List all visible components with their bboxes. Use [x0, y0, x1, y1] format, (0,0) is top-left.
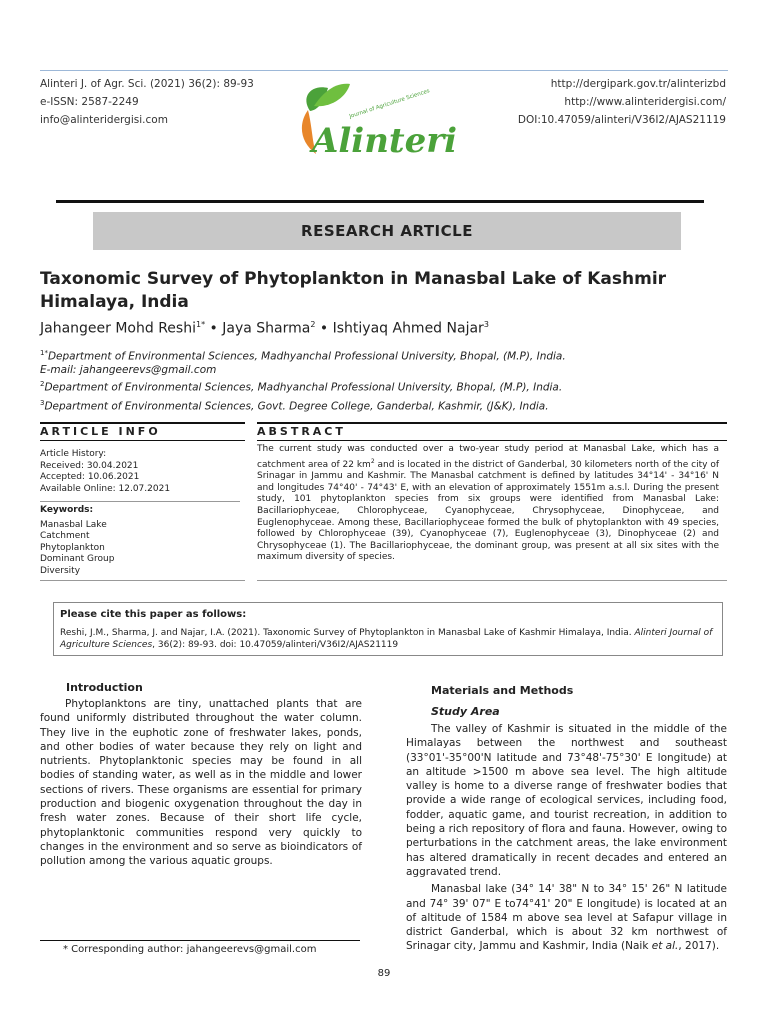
footnote-rule — [40, 940, 360, 941]
article-info-underline — [40, 440, 245, 441]
accepted-date: Accepted: 10.06.2021 — [40, 472, 140, 482]
page-number: 89 — [377, 968, 391, 979]
article-info-rule — [40, 422, 245, 424]
journal-info — [40, 75, 254, 129]
introduction-text: Phytoplanktons are tiny, unattached plants that are found uniformly distributed throughout the water column. They live in the euphotic zone of freshwater lakes, ponds, and other bodies of water because they rely on light and nutrients. Phytoplanktonic species may be found in all bodies of standing water, as well as in the middle and lower sections of rivers. These organisms are essential for primary production and biogenic oxygenation throughout the day in fresh water zones. Because of their short life cycle, phytoplanktonic communities respond very quickly to changes in the environment and so serve as bioindicators of pollution among the various aquatic groups. — [40, 698, 362, 868]
article-info-heading: ARTICLE INFO — [40, 425, 161, 438]
journal-website-link[interactable]: http://www.alinteridergisi.com/ — [564, 96, 726, 108]
corresponding-author-footnote: * Corresponding author: jahangeerevs@gmail.com — [63, 944, 317, 955]
affiliation-3-sup: 3 — [40, 399, 45, 407]
abstract-rule — [257, 422, 727, 424]
citation-heading: Please cite this paper as follows: — [60, 609, 247, 620]
affiliation-2-sup: 2 — [40, 380, 45, 388]
affiliation-1-sup: 1* — [40, 349, 48, 357]
journal-issn: e-ISSN: 2587-2249 — [40, 96, 139, 108]
study-area-heading: Study Area — [431, 705, 500, 718]
online-date: Available Online: 12.07.2021 — [40, 483, 171, 494]
author-2-sup: 2 — [310, 320, 316, 329]
study-area-paragraph-1: The valley of Kashmir is situated in the middle of the Himalayas between the northwest and southeast (33°01'-35°00'N latitude and 73°48'-75°30' E longitude) at an altitude >1500 m above sea level. The high altitude valley is home to a diverse range of freshwater bodies that provide a wide range of ecological services, including food, fodder, aquatic game, and tourist recreation, in addition to being a rich repository of flora and fauna. However, owing to perturbations in the catchment areas, the lake environment has altered dramatically in recent decades and entered an aggravated trend. — [406, 723, 727, 878]
keyword: Diversity — [40, 565, 81, 576]
methods-heading: Materials and Methods — [431, 684, 574, 697]
affiliation-email: E-mail: jahangeerevs@gmail.com — [40, 363, 217, 376]
history-label: Article History: — [40, 449, 107, 459]
abstract-underline — [257, 440, 727, 441]
article-type-banner: RESEARCH ARTICLE — [93, 212, 681, 250]
keyword: Manasbal Lake — [40, 519, 107, 530]
paper-title: Taxonomic Survey of Phytoplankton in Manasbal Lake of Kashmir Himalaya, India — [40, 269, 667, 312]
article-info — [40, 449, 240, 577]
abstract-bottom-rule — [257, 580, 727, 581]
citation-text: Reshi, J.M., Sharma, J. and Najar, I.A. (2021). Taxonomic Survey of Phytoplankton in Manasbal Lake of Kashmir Himalaya, India. Alinteri Journal of Agriculture Sciences, 36(2): 89-93. doi: 10.47059/alinteri/V36I2/AJAS21119 — [60, 628, 713, 650]
journal-links — [518, 75, 726, 129]
affiliation-1: $^{1*}$Department of Environmental Sciences, Madhyanchal Professional University, Bhopal, (M.P), India. E-mail: jahangeerevs@gmail.com — [40, 349, 566, 376]
doi-link[interactable]: DOI:10.47059/alinteri/V36I2/AJAS21119 — [517, 114, 726, 126]
affiliation-3: $^3$Department of Environmental Sciences, Govt. Degree College, Ganderbal, Kashmir, (J&K), India. — [40, 399, 549, 413]
abstract-text: The current study was conducted over a two-year study period at Manasbal Lake, which has a catchment area of 22 $km^2$ and is located in the district of Ganderbal, 30 kilometers north of the city of Srinagar in Jammu and Kashmir. The Manasbal catchment is defined by latitudes 34°14' - 34°16' N and longitudes 74°40' - 74°43' E, with an elevation of approximately 1551m a.s.l. During the present study, 101 phytoplankton species from six groups were identified from Manasbal Lake: Bacillariophyceae, Chlorophyceae, Cyanophyceae, Chrysophyceae, Dinophyceae, and Euglenophyceae. Among these, Bacillariophyceae formed the bulk of phytoplankton with 49 species, followed by Chlorophyceae (39), Cyanophyceae (7), Euglenophyceae (3), Dinophyceae (2) and Chrysophyceae (1). The Bacillariophyceae, the dominant group, was present at all six sites with the maximum diversity of species. — [257, 444, 719, 563]
info-divider — [40, 501, 240, 502]
study-area-paragraph-2: Manasbal lake (34° 14' 38" N to 34° 15' 26" N latitude and 74° 39' 07" E to74°41' 20" E longitude) is located at an of altitude of 1584 m above sea level at Safapur village in district Ganderbal, which is about 32 km northwest of Srinagar city, Jammu and Kashmir, India (Naik et al., 2017). — [406, 883, 727, 953]
keyword: Dominant Group — [40, 554, 115, 564]
affiliation-2: $^2$Department of Environmental Sciences, Madhyanchal Professional University, Bhopal, (M.P), India. — [40, 380, 563, 394]
author-list — [40, 320, 489, 337]
author-3-sup: 3 — [483, 320, 489, 329]
title-rule — [56, 200, 704, 203]
journal-email[interactable]: info@alinteridergisi.com — [40, 114, 168, 126]
author-1: Jahangeer Mohd Reshi — [40, 320, 196, 337]
abstract-heading: ABSTRACT — [257, 425, 346, 438]
alinteri-logo — [290, 76, 458, 164]
author-separator: • — [205, 320, 223, 337]
info-bottom-rule — [40, 580, 245, 581]
introduction-heading: Introduction — [66, 681, 143, 694]
methods-text — [406, 722, 727, 954]
header-rule — [40, 70, 728, 71]
logo-subtext: Journal of Agriculture Sciences — [348, 88, 431, 120]
author-3: Ishtiyaq Ahmed Najar — [332, 320, 484, 337]
author-separator: • — [315, 320, 333, 337]
journal-citation: Alinteri J. of Agr. Sci. (2021) 36(2): 89-93 — [40, 78, 254, 90]
keyword: Catchment — [40, 531, 90, 541]
author-1-sup: 1* — [195, 320, 206, 329]
keywords-label: Keywords: — [40, 505, 94, 515]
logo-wordmark: Alinteri — [312, 121, 458, 161]
keyword: Phytoplankton — [40, 542, 105, 553]
author-2: Jaya Sharma — [222, 320, 311, 337]
received-date: Received: 30.04.2021 — [40, 460, 139, 471]
dergipark-link[interactable]: http://dergipark.gov.tr/alinterizbd — [550, 78, 726, 90]
